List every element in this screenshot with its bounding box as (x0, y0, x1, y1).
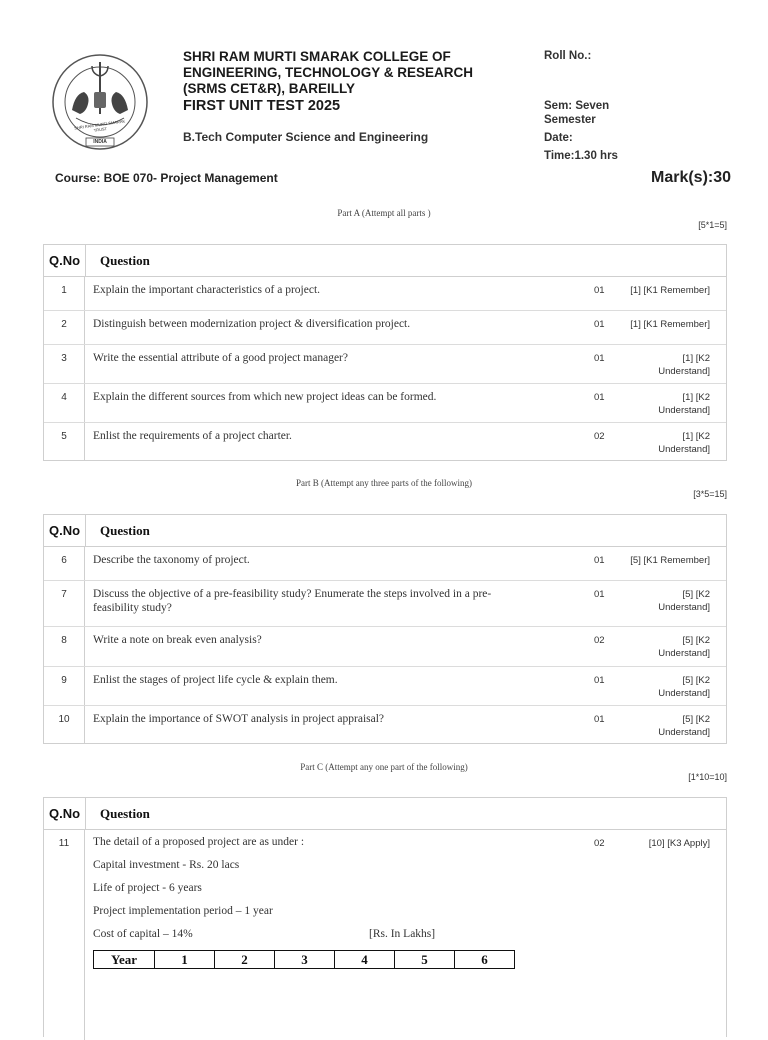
year-cell: 6 (455, 951, 515, 969)
bloom-level: [1] [K2 Understand] (658, 392, 710, 416)
part-a-marks: [5*1=5] (698, 220, 727, 230)
logo-india-label: INDIA (93, 139, 107, 145)
detail-line-life: Life of project - 6 years (93, 882, 202, 894)
college-name-line-1: SHRI RAM MURTI SMARAK COLLEGE OF (183, 49, 451, 64)
course-outcome: 01 (594, 353, 605, 364)
question-text: Explain the importance of SWOT analysis in project appraisal? (93, 713, 385, 725)
question-text: Write a note on break even analysis? (93, 634, 262, 646)
table-row (44, 384, 726, 423)
bloom-level: [1] [K2 Understand] (658, 353, 710, 377)
question-text: Write the essential attribute of a good project manager? (93, 352, 348, 364)
table-row (44, 830, 726, 1040)
year-cell: 3 (275, 951, 335, 969)
year-cell: 4 (335, 951, 395, 969)
part-a-table (43, 244, 727, 461)
course-outcome: 02 (594, 838, 605, 849)
bloom-level: [5] [K2 Understand] (658, 675, 710, 699)
qno-header: Q.No (44, 798, 86, 829)
bloom-level: [5] [K1 Remember] (630, 555, 710, 566)
bloom-level: [10] [K3 Apply] (648, 838, 710, 849)
course-outcome: 01 (594, 392, 605, 403)
branch-name: B.Tech Computer Science and Engineering (183, 130, 429, 144)
question-number: 4 (44, 384, 85, 422)
detail-line-capital: Capital investment - Rs. 20 lacs (93, 859, 240, 871)
question-text: The detail of a proposed project are as under : (93, 836, 305, 848)
qno-header: Q.No (44, 515, 86, 546)
college-name (183, 49, 513, 97)
question-number: 11 (44, 830, 85, 1040)
course-outcome: 01 (594, 319, 605, 330)
course-outcome: 02 (594, 635, 605, 646)
table-row (44, 345, 726, 384)
cashflow-table (93, 950, 515, 969)
table-header (44, 515, 726, 547)
course-outcome: 01 (594, 589, 605, 600)
part-b-marks: [3*5=15] (693, 489, 727, 499)
detail-line-implementation: Project implementation period – 1 year (93, 905, 273, 917)
course-outcome: 01 (594, 555, 605, 566)
table-header (44, 798, 726, 830)
bloom-level: [5] [K2 Understand] (658, 635, 710, 659)
year-cell-label: Year (94, 951, 155, 969)
question-number: 10 (44, 706, 85, 743)
question-number: 2 (44, 311, 85, 344)
course-title: Course: BOE 070- Project Management (55, 171, 278, 185)
qno-header: Q.No (44, 245, 86, 276)
logo-trust-text: SHRI RAM MURTI SMARAK TRUST (73, 118, 126, 133)
semester-line-2: Semester (544, 114, 596, 126)
question-header: Question (100, 805, 150, 821)
bloom-level: [1] [K2 Understand] (658, 431, 710, 455)
course-outcome: 01 (594, 285, 605, 296)
bloom-level: [1] [K1 Remember] (630, 319, 710, 330)
course-outcome: 02 (594, 431, 605, 442)
question-text: Explain the important characteristics of a project. (93, 284, 321, 296)
question-text: Distinguish between modernization project & diversification project. (93, 318, 411, 330)
question-text: Discuss the objective of a pre-feasibility study? Enumerate the steps involved in a pre-feasibility study? (93, 588, 492, 614)
unit-note: [Rs. In Lakhs] (369, 928, 436, 940)
question-text: Enlist the stages of project life cycle & explain them. (93, 674, 338, 686)
bloom-level: [5] [K2 Understand] (658, 589, 710, 613)
bloom-level: [5] [K2 Understand] (658, 714, 710, 738)
table-row (44, 706, 726, 743)
year-cell: 5 (395, 951, 455, 969)
question-number: 5 (44, 423, 85, 460)
college-logo (50, 52, 150, 152)
bloom-level: [1] [K1 Remember] (630, 285, 710, 296)
part-c-table (43, 797, 727, 1037)
question-number: 1 (44, 277, 85, 310)
course-outcome: 01 (594, 714, 605, 725)
time-label: Time:1.30 hrs (544, 150, 618, 162)
date-label: Date: (544, 132, 573, 144)
test-title: FIRST UNIT TEST 2025 (183, 98, 341, 114)
table-row (44, 547, 726, 581)
question-header: Question (100, 252, 150, 268)
question-text: Enlist the requirements of a project charter. (93, 430, 292, 442)
table-header (44, 245, 726, 277)
question-number: 3 (44, 345, 85, 383)
question-number: 7 (44, 581, 85, 626)
question-number: 6 (44, 547, 85, 580)
detail-line-cost: Cost of capital – 14% (93, 928, 193, 940)
question-header: Question (100, 522, 150, 538)
question-number: 9 (44, 667, 85, 705)
semester-line-1: Sem: Seven (544, 100, 610, 112)
question-text: Explain the different sources from which new project ideas can be formed. (93, 391, 437, 403)
year-row (94, 951, 515, 969)
course-outcome: 01 (594, 675, 605, 686)
part-a-title: Part A (Attempt all parts ) (337, 208, 431, 218)
question-text: Describe the taxonomy of project. (93, 554, 250, 566)
question-number: 8 (44, 627, 85, 666)
year-cell: 1 (155, 951, 215, 969)
table-row (44, 627, 726, 667)
part-b-table (43, 514, 727, 744)
table-row (44, 311, 726, 345)
part-c-marks: [1*10=10] (688, 772, 727, 782)
year-cell: 2 (215, 951, 275, 969)
part-b-title: Part B (Attempt any three parts of the following) (296, 478, 472, 488)
part-c-title: Part C (Attempt any one part of the following) (300, 762, 468, 772)
table-row (44, 581, 726, 627)
college-name-line-2: ENGINEERING, TECHNOLOGY & RESEARCH (183, 65, 474, 80)
roll-no-label: Roll No.: (544, 50, 592, 62)
total-marks: Mark(s):30 (651, 169, 732, 186)
table-row (44, 423, 726, 460)
table-row (44, 277, 726, 311)
college-name-line-3: (SRMS CET&R), BAREILLY (183, 81, 356, 96)
semester-info (544, 99, 609, 127)
table-row (44, 667, 726, 706)
